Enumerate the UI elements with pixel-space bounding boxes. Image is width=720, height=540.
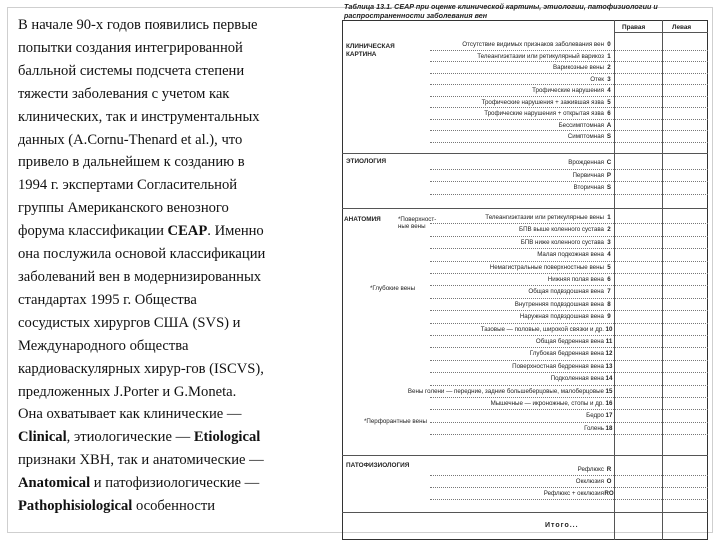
text-run: 1994 г. экспертами Согласительной	[18, 177, 238, 194]
row-code: R	[606, 466, 612, 473]
etiology-row	[340, 184, 614, 191]
paragraph-line	[18, 403, 334, 426]
paragraph-line	[18, 197, 334, 220]
anatomy-row	[340, 375, 614, 382]
row-rule	[430, 285, 708, 286]
row-label: Внутренняя подвздошная вена	[514, 300, 604, 308]
row-code: 8	[607, 300, 611, 308]
paragraph-line	[18, 60, 334, 83]
row-rule	[430, 397, 708, 398]
text-run: данных (A.Cornu-Thenard et al.), что	[18, 131, 243, 148]
paragraph-line	[18, 289, 334, 312]
row-label: Рефлюкс + окклюзия	[543, 490, 604, 497]
clinical-row	[340, 53, 614, 60]
row-label: Врожденная	[568, 159, 604, 166]
row-code: RO	[604, 490, 614, 497]
paragraph-line	[18, 335, 334, 358]
col-divider-1	[614, 20, 615, 540]
row-code: 4	[607, 87, 611, 94]
etiology-row	[340, 172, 614, 179]
row-code: 7	[607, 288, 611, 296]
anatomy-row	[340, 251, 614, 258]
row-code: 15	[605, 387, 613, 395]
row-label: Трофические нарушения + зажившая язва	[481, 98, 604, 106]
patho-row	[340, 466, 614, 473]
row-rule	[430, 73, 708, 74]
anatomy-title: АНАТОМИЯ	[344, 216, 381, 223]
row-label: Симптомная	[567, 133, 604, 140]
text-run: группы Американского венозного	[18, 200, 229, 217]
text-run: попытки создания интегрированной	[18, 39, 243, 56]
row-rule	[430, 248, 708, 249]
anatomy-row	[340, 338, 614, 345]
row-code: 1	[607, 214, 611, 221]
row-label: Рефлюкс	[577, 466, 604, 473]
row-code: P	[606, 171, 612, 179]
anatomy-row	[340, 425, 614, 432]
col-header-left: Левая	[672, 24, 692, 31]
paragraph-line	[18, 426, 334, 449]
paragraph-line	[18, 449, 334, 472]
row-rule	[430, 487, 708, 488]
row-label: Тазовые — половые, широкой связки и др.	[480, 325, 604, 333]
paragraph-line	[18, 37, 334, 60]
total-label: Итого...	[545, 522, 579, 529]
row-rule	[430, 96, 708, 97]
sep-patho	[342, 455, 708, 456]
row-label: Общая подвздошная вена	[528, 288, 604, 296]
row-rule	[430, 310, 708, 311]
header-rule	[614, 32, 708, 33]
row-code: C	[606, 159, 612, 166]
row-rule	[430, 475, 708, 476]
anatomy-row	[340, 301, 614, 308]
row-code: O	[606, 478, 612, 485]
row-code: 6	[607, 276, 611, 283]
col-divider-2	[662, 20, 663, 540]
row-code: 2	[607, 64, 611, 71]
paragraph-line	[18, 106, 334, 129]
paragraph-line	[18, 174, 334, 197]
row-rule	[430, 236, 708, 237]
row-code: 14	[605, 375, 613, 383]
row-code: 2	[607, 226, 611, 234]
row-label: Глубокая бедренная вена	[529, 350, 604, 358]
row-rule	[430, 130, 708, 131]
row-code: 12	[605, 350, 613, 358]
clinical-row	[340, 133, 614, 140]
clinical-row	[340, 87, 614, 94]
paragraph-line	[18, 472, 334, 495]
row-code: 16	[605, 400, 613, 407]
slide-paragraph	[18, 14, 334, 518]
paragraph-line	[18, 358, 334, 381]
row-rule	[430, 61, 708, 62]
row-label: Наружная подвздошная вена	[519, 313, 604, 321]
sep-etiology	[342, 153, 708, 154]
row-rule	[430, 499, 708, 500]
paragraph-line	[18, 312, 334, 335]
anatomy-row	[340, 226, 614, 233]
paragraph-line	[18, 243, 334, 266]
row-label: Телеангиэктазии или ретикулярные вены	[485, 214, 604, 221]
anatomy-row	[340, 313, 614, 320]
row-rule	[430, 261, 708, 262]
paragraph-line	[18, 151, 334, 174]
text-run: форума классификации	[18, 223, 168, 240]
row-rule	[430, 323, 708, 324]
clinical-title: КЛИНИЧЕСКАЯ КАРТИНА	[346, 43, 395, 58]
paragraph-line	[18, 129, 334, 152]
row-label: Первичная	[572, 171, 604, 179]
clinical-row	[340, 64, 614, 71]
clinical-row	[340, 110, 614, 117]
patho-row	[340, 478, 614, 485]
row-rule	[430, 181, 708, 182]
text-run: предложенных J.Porter и G.Moneta.	[18, 383, 237, 400]
row-rule	[430, 360, 708, 361]
col-header-right: Правая	[622, 24, 646, 31]
row-rule	[430, 50, 708, 51]
row-rule	[430, 273, 708, 274]
row-code: 13	[605, 362, 613, 370]
anatomy-row	[340, 412, 614, 419]
row-rule	[430, 335, 708, 336]
row-label: Поверхностная бедренная вена	[512, 362, 604, 370]
row-code: 5	[607, 98, 611, 106]
anatomy-row	[340, 400, 614, 407]
row-label: Общая бедренная вена	[535, 338, 604, 345]
bold-term: Anatomical	[18, 475, 91, 492]
text-run: заболеваний вен в модернизированных	[18, 268, 262, 285]
text-run: В начале 90-х годов появились первые	[18, 17, 258, 33]
etiology-title: ЭТИОЛОГИЯ	[346, 158, 387, 165]
row-rule	[430, 169, 708, 170]
bold-term: Etiological	[193, 429, 261, 446]
row-label: Отек	[590, 75, 604, 83]
row-rule	[430, 194, 708, 195]
clinical-row	[340, 41, 614, 48]
row-rule	[430, 434, 708, 435]
text-run: привело в дальнейшем к созданию в	[18, 154, 245, 171]
row-rule	[430, 372, 708, 373]
row-code: 9	[607, 313, 611, 321]
anatomy-row	[340, 288, 614, 295]
row-label: Окклюзия	[575, 478, 604, 485]
text-run: и патофизиологические —	[90, 475, 260, 492]
anatomy-row	[340, 363, 614, 370]
clinical-row	[340, 122, 614, 129]
patho-row	[340, 490, 614, 497]
row-rule	[430, 422, 708, 423]
clinical-row	[340, 99, 614, 106]
anatomy-row	[340, 276, 614, 283]
row-code: 17	[605, 412, 613, 420]
row-label: Мышечные — икроножные, стопы и др.	[490, 400, 604, 407]
row-code: 18	[605, 424, 613, 432]
table-caption: Таблица 13.1. CEAP при оценке клинической картины, этиологии, патофизиологии и распространенности заболевания вен	[344, 2, 658, 20]
text-run: особенности	[132, 498, 216, 515]
anatomy-row	[340, 326, 614, 333]
row-label: Бессимптомная	[558, 121, 604, 129]
anatomy-sub-perforant: *Перфорантные вены	[364, 418, 427, 425]
row-code: S	[606, 184, 612, 191]
text-run: , этиологические —	[66, 429, 194, 446]
row-code: 1	[607, 52, 611, 60]
row-rule	[430, 347, 708, 348]
row-label: Немагистральные поверхностные вены	[489, 263, 604, 271]
row-code: S	[606, 133, 612, 140]
paragraph-line	[18, 220, 334, 243]
row-label: Бедро	[586, 412, 604, 420]
row-rule	[430, 84, 708, 85]
row-label: Подколенная вена	[550, 375, 604, 383]
sep-anatomy	[342, 208, 708, 209]
text-run: клинических, так и инструментальных	[18, 108, 260, 125]
row-code: 10	[605, 325, 613, 333]
row-code: 4	[607, 251, 611, 259]
row-label: Варикозные вены	[553, 64, 604, 71]
bold-term: Pathophisiological	[18, 498, 133, 515]
paragraph-line	[18, 14, 334, 37]
text-run: стандартах 1995 г. Общества	[18, 291, 197, 308]
text-run: признаки ХВН, так и анатомические —	[18, 452, 264, 469]
row-label: Нижняя полая вена	[547, 276, 604, 283]
paragraph-line	[18, 266, 334, 289]
sep-total	[342, 512, 708, 513]
anatomy-sub-deep: *Глубокие вены	[370, 285, 416, 292]
row-code: 3	[607, 238, 611, 246]
text-run: Она охватывает как клинические —	[18, 406, 242, 423]
row-rule	[430, 107, 708, 108]
row-label: Вены голени — передние, задние большеберцовые, малоберцовые	[407, 387, 604, 395]
text-run: сосудистых хирургов США (SVS) и	[18, 314, 241, 331]
etiology-row	[340, 159, 614, 166]
anatomy-row	[340, 388, 614, 395]
anatomy-sub-superficial: *Поверхност-ные вены	[398, 216, 437, 230]
text-run: она послужила основой классификации	[18, 246, 266, 263]
text-run: тяжести заболевания с учетом как	[18, 85, 230, 102]
paragraph-line	[18, 83, 334, 106]
row-label: Голень	[584, 424, 604, 432]
text-run: Международного общества	[18, 337, 189, 354]
row-label: Трофические нарушения + открытая язва	[484, 110, 604, 117]
anatomy-row	[340, 350, 614, 357]
bold-term: CEAP	[167, 223, 208, 240]
row-label: Малая подкожная вена	[537, 251, 604, 259]
row-label: Вторичная	[573, 184, 604, 191]
text-run: кардиоваскулярных хирур-гов (ISCVS),	[18, 360, 264, 377]
row-rule	[430, 142, 708, 143]
row-code: 5	[607, 263, 611, 271]
row-code: A	[606, 121, 612, 129]
row-label: БПВ ниже коленного сустава	[520, 238, 604, 246]
paragraph-line	[18, 495, 334, 518]
row-code: 0	[607, 41, 611, 48]
anatomy-row	[340, 239, 614, 246]
paragraph-line	[18, 381, 334, 404]
row-label: Трофические нарушения	[532, 87, 604, 94]
anatomy-row	[340, 214, 614, 221]
bold-term: Clinical	[18, 429, 67, 446]
row-rule	[430, 119, 708, 120]
row-rule	[430, 298, 708, 299]
patho-title: ПАТОФИЗИОЛОГИЯ	[346, 462, 410, 469]
text-run: балльной системы подсчета степени	[18, 62, 245, 79]
row-label: БПВ выше коленного сустава	[519, 226, 604, 234]
ceap-table-image	[340, 0, 712, 540]
row-rule	[430, 409, 708, 410]
row-code: 3	[607, 75, 611, 83]
row-label: Отсутствие видимых признаков заболевания вен	[462, 41, 604, 48]
row-rule	[430, 385, 708, 386]
clinical-row	[340, 76, 614, 83]
anatomy-row	[340, 264, 614, 271]
row-code: 6	[607, 110, 611, 117]
row-label: Телеангиэктазии или ретикулярный варикоз	[477, 52, 604, 60]
row-code: 11	[605, 338, 613, 345]
row-rule	[430, 223, 708, 224]
text-run: . Именно	[207, 223, 264, 240]
